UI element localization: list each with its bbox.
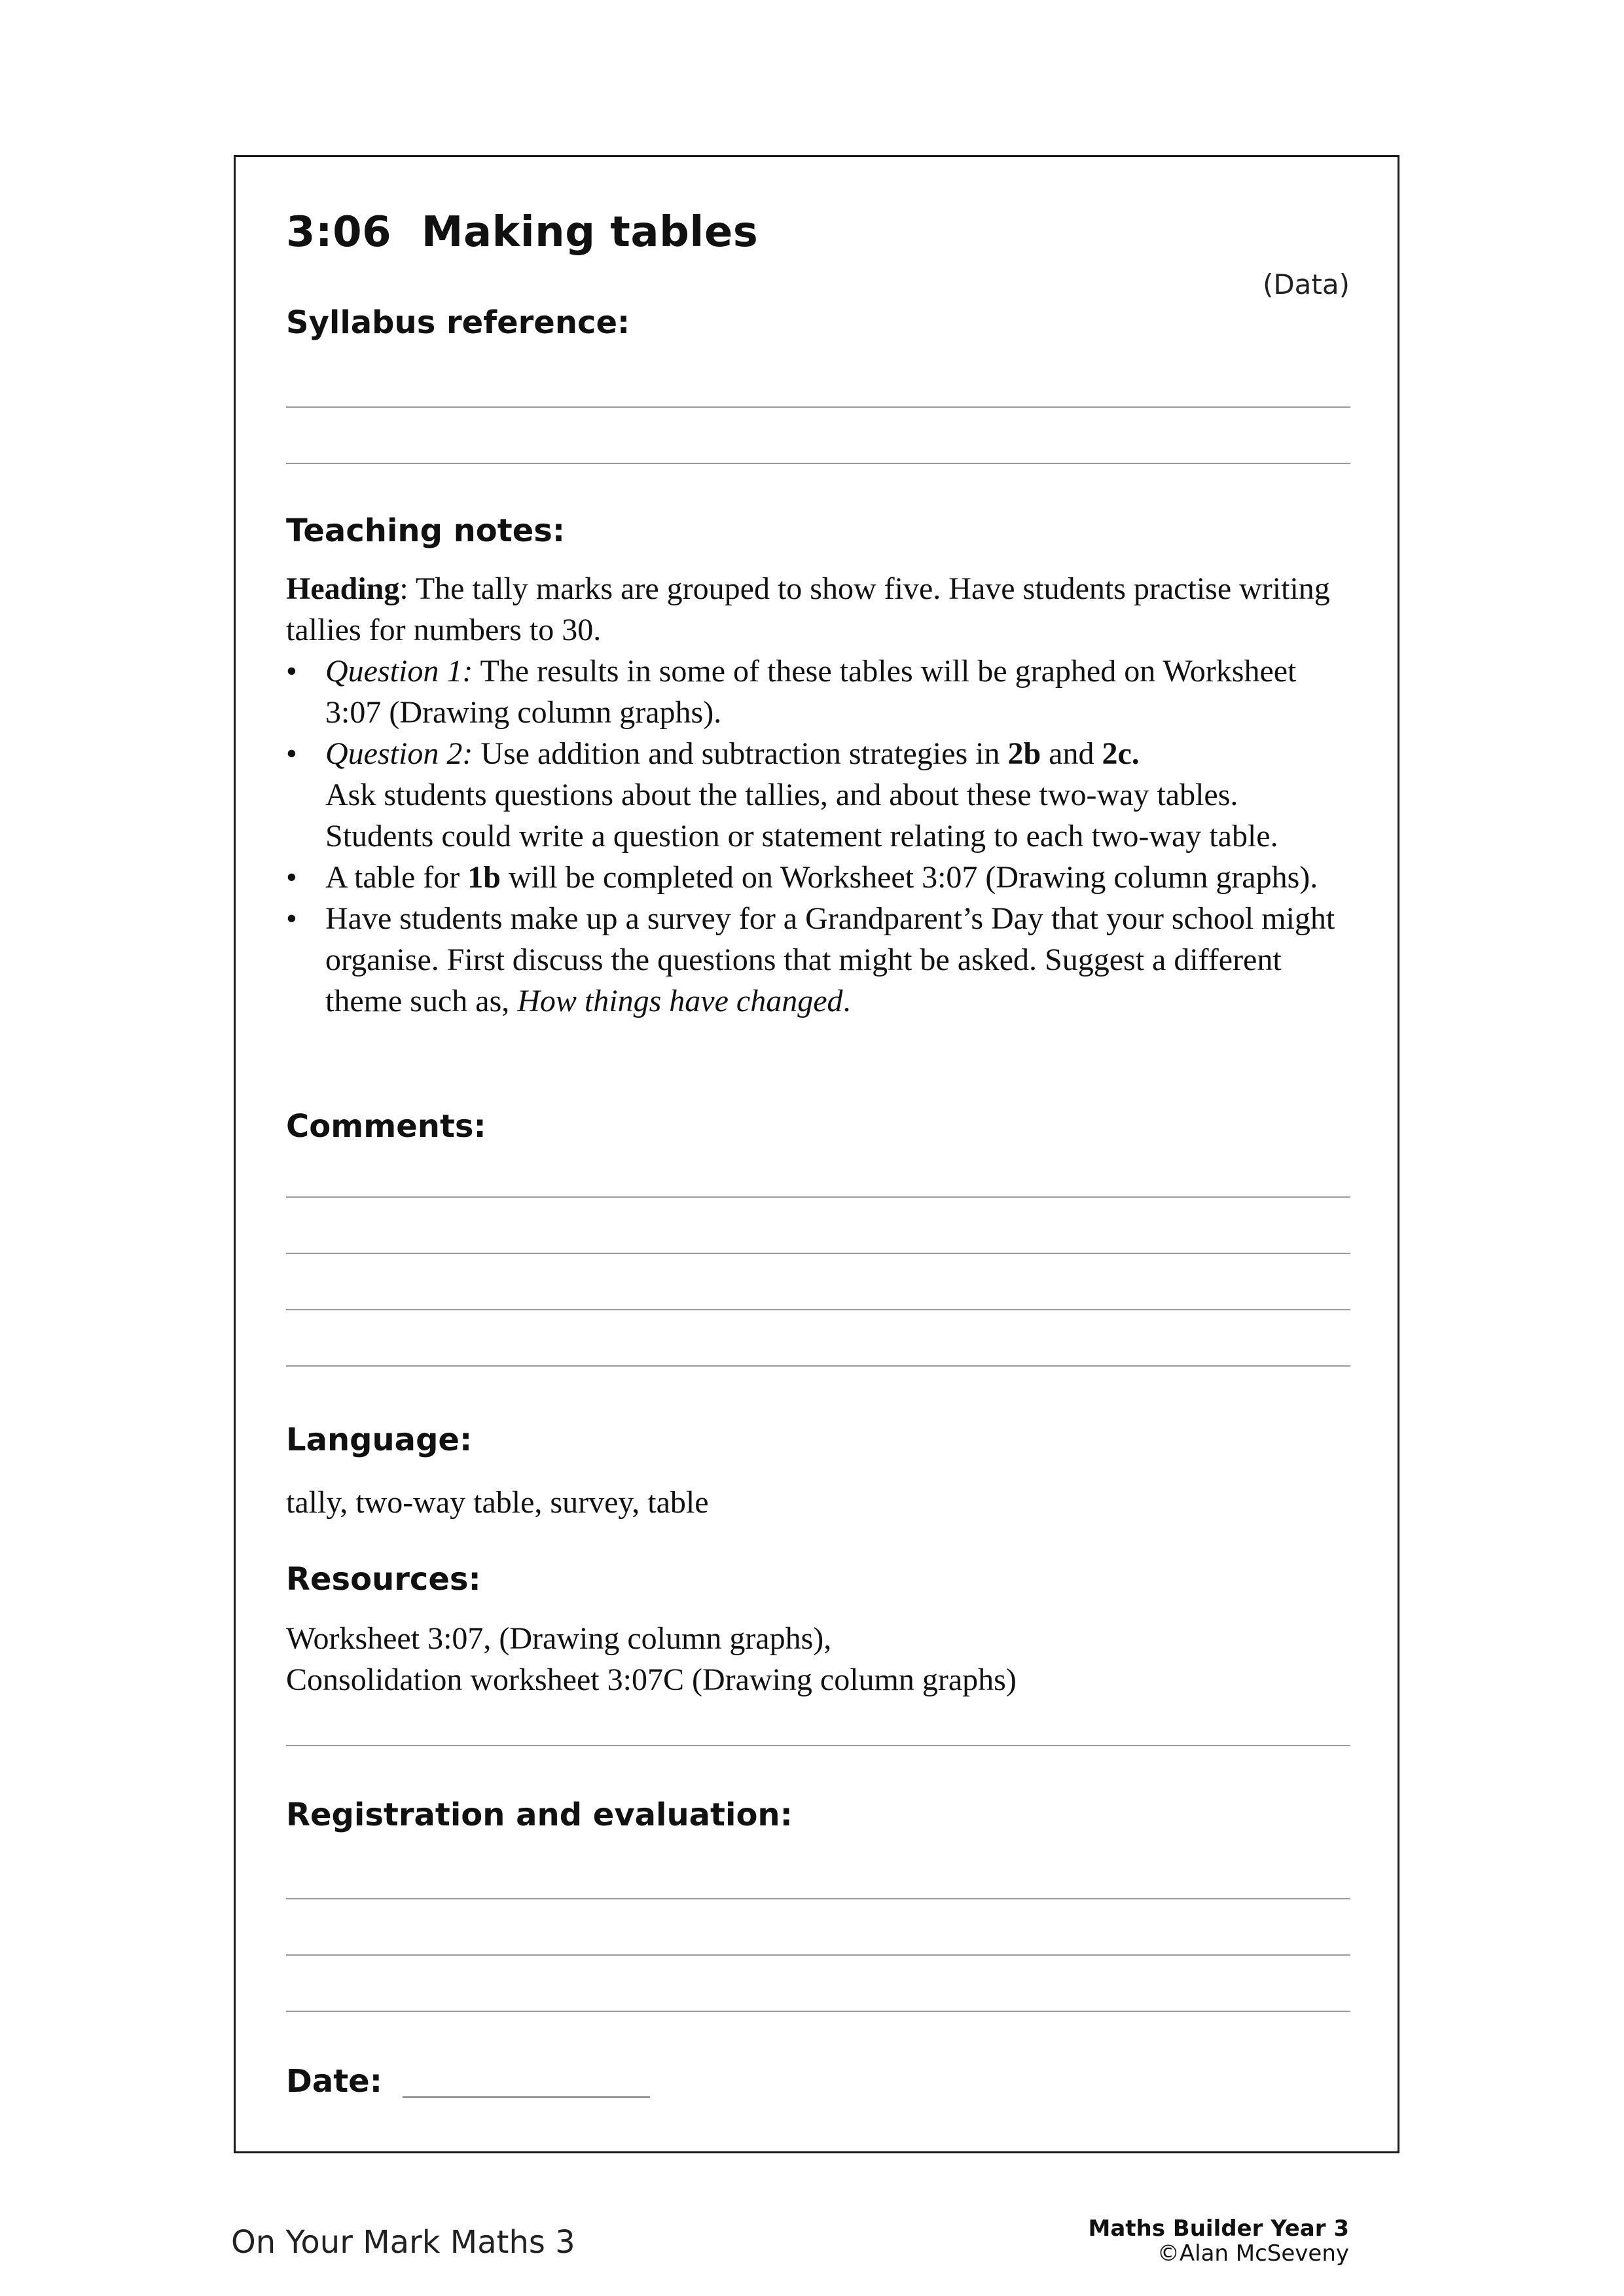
teaching-bullets [286, 651, 1360, 1022]
resource-item: Worksheet 3:07, (Drawing column graphs), [286, 1621, 832, 1656]
comments-line-4[interactable] [286, 1365, 1350, 1367]
strand-label: (Data) [1262, 268, 1350, 300]
comments-line-1[interactable] [286, 1196, 1350, 1198]
bullet2-and: and [1041, 736, 1102, 771]
teaching-bullet [286, 898, 1360, 1022]
comments-heading: Comments: [286, 1108, 486, 1145]
intro-bold: Heading [286, 571, 400, 606]
bullet2-line3: Students could write a question or statement relating to each two-way table. [325, 819, 1278, 853]
bullet1-label: Question 1: [325, 654, 473, 689]
resource-item: Consolidation worksheet 3:07C (Drawing column graphs) [286, 1662, 1017, 1697]
language-text: tally, two-way table, survey, table [286, 1485, 709, 1520]
bullet-icon: • [286, 901, 297, 936]
worksheet-number: 3:06 [286, 208, 392, 257]
registration-line-3[interactable] [286, 2011, 1350, 2012]
date-heading: Date: [286, 2063, 382, 2100]
footer-credit [1088, 2216, 1349, 2266]
bullet4-text: Have students make up a survey for a Grandparent’s Day that your school might organise. First discuss the questions that might be asked. Suggest a different theme such as, [325, 901, 1335, 1018]
date-field-line[interactable] [403, 2096, 650, 2098]
comments-line-3[interactable] [286, 1309, 1350, 1310]
bullet2-ref-2b: 2b [1007, 736, 1041, 771]
worksheet-title: Making tables [421, 208, 759, 257]
bullet2-label: Question 2: [325, 736, 473, 771]
bullet2-ref-2c: 2c. [1102, 736, 1140, 771]
teaching-notes-heading: Teaching notes: [286, 512, 566, 549]
worksheet-frame [234, 155, 1399, 2153]
intro-text: : The tally marks are grouped to show five. Have students practise writing tallies for numbers to 30. [286, 571, 1330, 647]
page-title [286, 208, 758, 257]
resources-heading: Resources: [286, 1561, 481, 1598]
teaching-bullet [286, 857, 1360, 898]
comments-line-2[interactable] [286, 1253, 1350, 1254]
bullet-icon: • [286, 860, 297, 895]
copyright: ©Alan McSeveny [1157, 2240, 1349, 2267]
syllabus-line-1[interactable] [286, 406, 1350, 408]
teaching-bullet [286, 733, 1360, 857]
bullet3-ref-1b: 1b [467, 860, 501, 895]
bullet2-line2: Ask students questions about the tallies, and about these two-way tables. [325, 778, 1238, 812]
bullet4-theme: How things have changed [517, 984, 843, 1018]
bullet4-end: . [842, 984, 851, 1018]
series-title: On Your Mark Maths 3 [231, 2224, 575, 2261]
bullet2-text: Use addition and subtraction strategies in [473, 736, 1008, 771]
bullet-icon: • [286, 736, 297, 771]
resources-body [286, 1618, 1360, 1700]
registration-line-1[interactable] [286, 1898, 1350, 1899]
syllabus-heading: Syllabus reference: [286, 304, 630, 341]
resources-line[interactable] [286, 1745, 1350, 1746]
teaching-bullet [286, 651, 1360, 733]
registration-line-2[interactable] [286, 1954, 1350, 1956]
bullet3-text: A table for [325, 860, 468, 895]
bullet-icon: • [286, 654, 297, 689]
bullet3-rest: will be completed on Worksheet 3:07 (Drawing column graphs). [500, 860, 1318, 895]
language-heading: Language: [286, 1422, 473, 1458]
book-title: Maths Builder Year 3 [1088, 2215, 1349, 2242]
syllabus-line-2[interactable] [286, 463, 1350, 464]
teaching-notes-body [286, 568, 1360, 1022]
bullet1-text: The results in some of these tables will be graphed on Worksheet 3:07 (Drawing column graphs). [325, 654, 1297, 730]
registration-heading: Registration and evaluation: [286, 1797, 793, 1833]
teaching-intro [286, 568, 1360, 651]
